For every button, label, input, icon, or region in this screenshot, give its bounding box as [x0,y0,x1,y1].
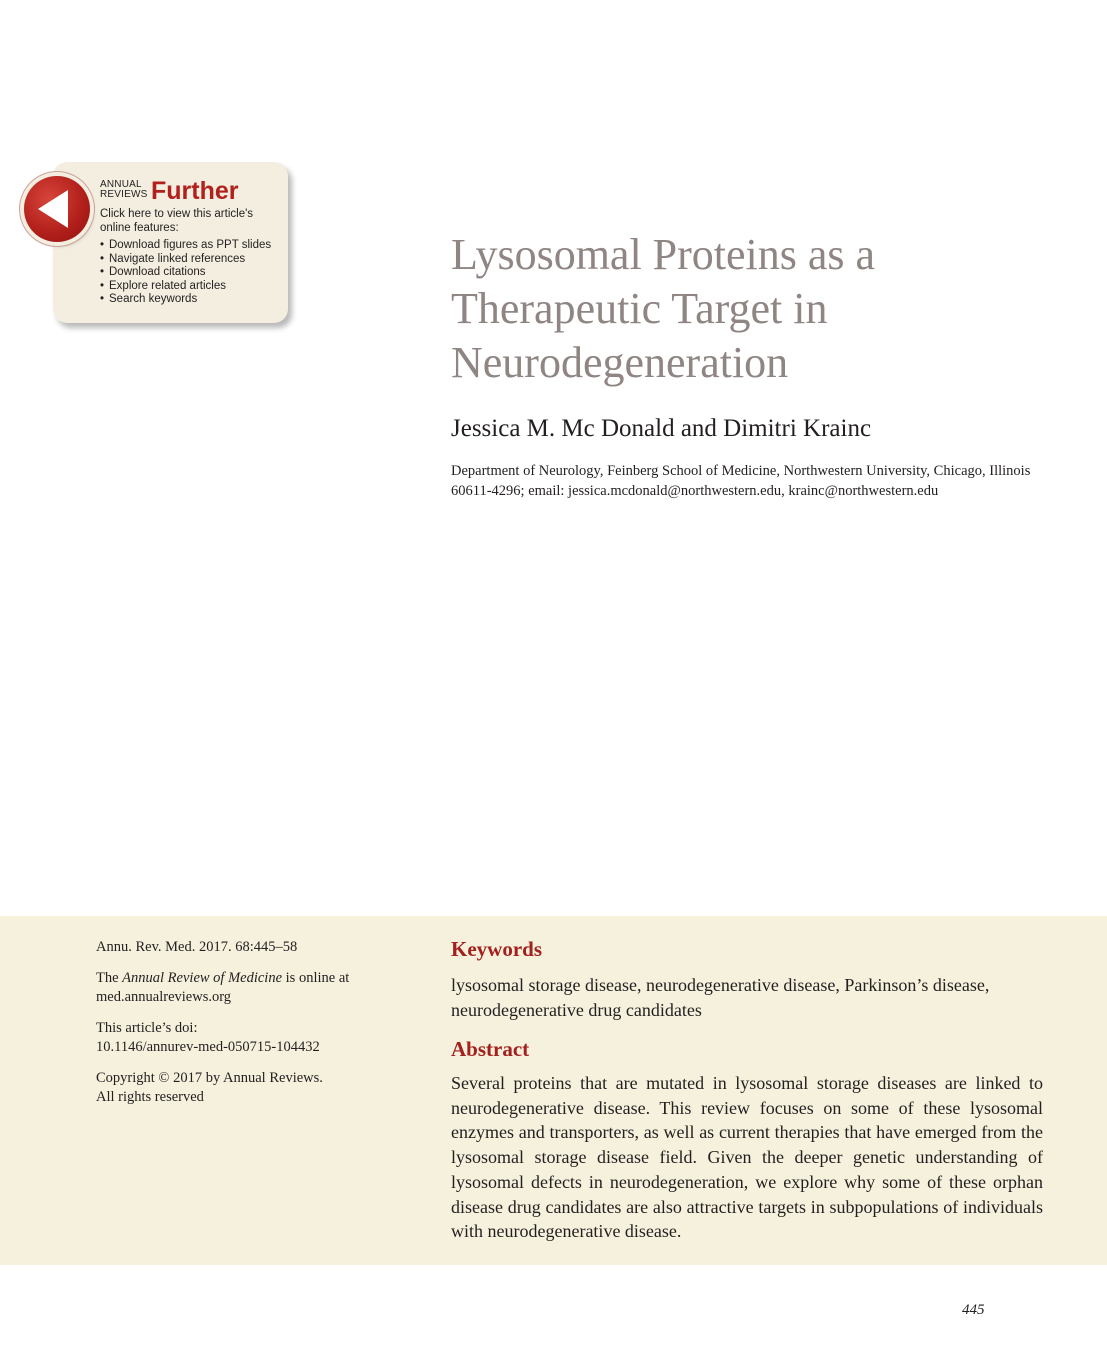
author-affiliation: Department of Neurology, Feinberg School of Medicine, Northwestern University, Chicago, Illinois 60611-4296; email: jessica.mcdonald@northwestern.edu, krainc@northwestern.edu [451,463,1031,499]
feature-ppt-slides[interactable]: • Download figures as PPT slides [100,239,282,253]
article-authors: Jessica M. Mc Donald and Dimitri Krainc [451,415,872,442]
feature-linked-references[interactable]: • Navigate linked references [100,253,282,267]
keywords-text: lysosomal storage disease, neurodegenerative disease, Parkinson’s disease, neurodegenerative drug candidates [451,975,990,1020]
doi-value[interactable]: 10.1146/annurev-med-050715-104432 [96,1039,320,1055]
back-arrow-icon[interactable] [24,176,90,242]
click-here-link[interactable]: Click here [100,208,152,220]
page-number: 445 [962,1302,985,1318]
further-feature-list [100,239,282,307]
feature-search-keywords[interactable]: • Search keywords [100,293,282,307]
copyright: Copyright © 2017 by Annual Reviews. All rights reserved [96,1069,323,1105]
annual-reviews-logo: ANNUAL REVIEWS [100,179,148,200]
online-availability: The Annual Review of Medicine is online at med.annualreviews.org [96,969,350,1005]
citation: Annu. Rev. Med. 2017. 68:445–58 [96,939,298,955]
further-label: Further [151,177,239,205]
article-title: Lysosomal Proteins as a Therapeutic Target in Neurodegeneration [451,230,876,387]
abstract-heading: Abstract [451,1037,530,1061]
further-text [100,208,282,307]
feature-related-articles[interactable]: • Explore related articles [100,280,282,294]
doi-block: This article’s doi: 10.1146/annurev-med-050715-104432 [96,1019,320,1055]
citation-sidebar [96,938,396,1119]
keywords-heading: Keywords [451,937,542,961]
journal-name: Annual Review of Medicine [122,969,283,986]
further-intro: to view this article's online features: [100,208,254,234]
abstract-text: Several proteins that are mutated in lysosomal storage diseases are linked to neurodegenerative disease. This review focuses on some of these lysosomal enzymes and transporters, as well as current therapies that have emerged from the lysosomal storage disease field. Given the deeper genetic understanding of lysosomal defects in neurodegeneration, we explore why some of these orphan disease drug candidates are also attractive targets in subpopulations of individuals with neurodegenerative disease. [451,1073,1043,1242]
feature-download-citations[interactable]: • Download citations [100,266,282,280]
